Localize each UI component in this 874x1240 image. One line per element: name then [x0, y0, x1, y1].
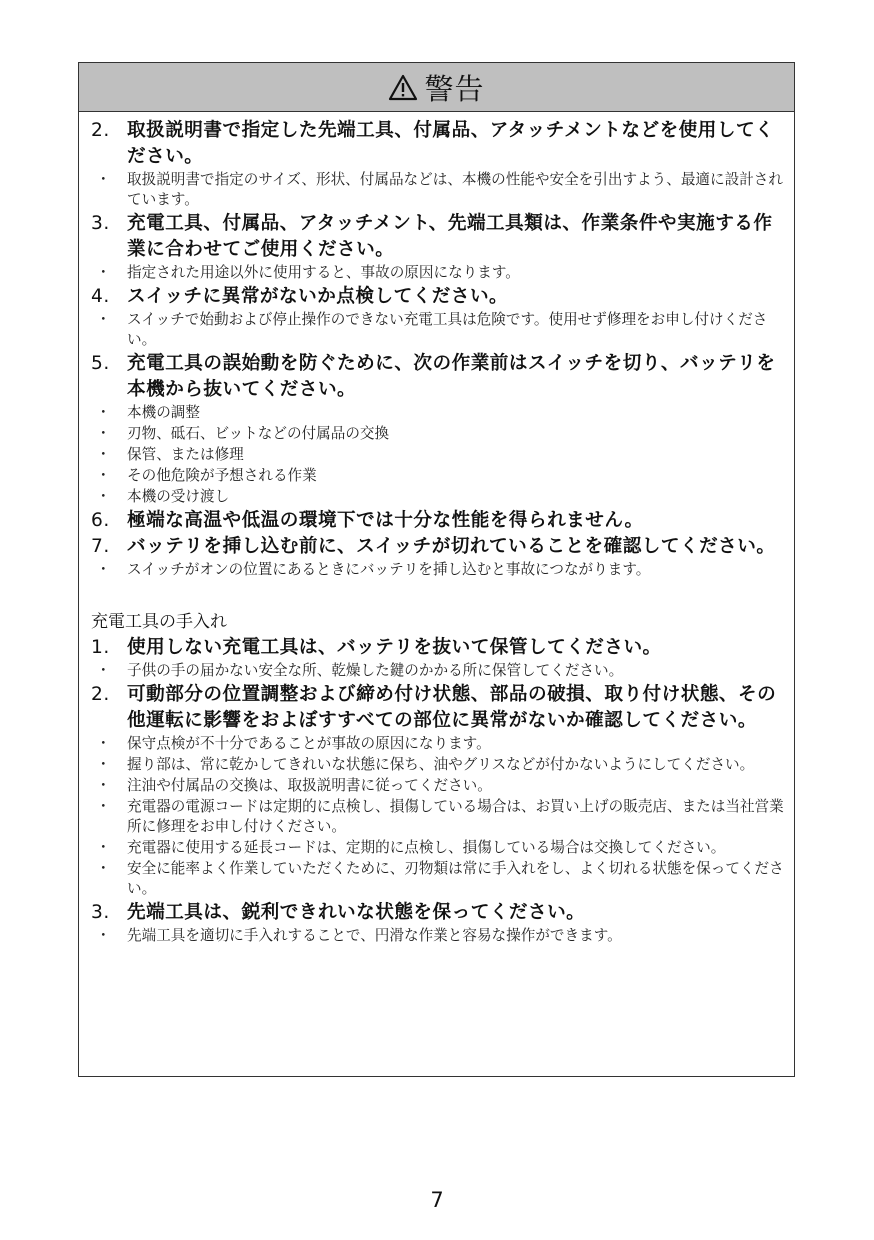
- bullet-text: 注油や付属品の交換は、取扱説明書に従ってください。: [127, 777, 492, 794]
- warning-title: 警告: [424, 71, 485, 106]
- item-text: 充電工具、付属品、アタッチメント、先端工具類は、作業条件や実施する作業に合わせてご使用ください。: [127, 213, 773, 260]
- numbered-item: [91, 284, 784, 310]
- numbered-item: [91, 534, 784, 560]
- bullet-text: 本機の調整: [127, 404, 200, 421]
- bullet-dot: ・: [96, 311, 111, 328]
- item-number: 2.: [91, 120, 110, 141]
- bullet-dot: ・: [96, 264, 111, 281]
- bullet-text: 取扱説明書で指定のサイズ、形状、付属品などは、本機の性能や安全を引出すよう、最適に設計されています。: [127, 171, 783, 208]
- item-number: 1.: [91, 637, 110, 658]
- bullet-text: 子供の手の届かない安全な所、乾燥した鍵のかかる所に保管してください。: [127, 662, 624, 679]
- bullet-dot: ・: [96, 488, 111, 505]
- bullet-item: [91, 926, 784, 946]
- bullet-dot: ・: [96, 927, 111, 944]
- bullet-text: その他危険が予想される作業: [127, 467, 317, 484]
- bullet-dot: ・: [96, 735, 111, 752]
- item-number: 3.: [91, 213, 110, 234]
- item-number: 3.: [91, 902, 110, 923]
- bullet-text: 保守点検が不十分であることが事故の原因になります。: [127, 735, 491, 752]
- bullet-item: [91, 838, 784, 858]
- numbered-item: [91, 508, 784, 534]
- warning-triangle-icon: [388, 74, 418, 101]
- bullet-text: 本機の受け渡し: [127, 488, 230, 505]
- bullet-text: スイッチで始動および停止操作のできない充電工具は危険です。使用せず修理をお申し付けください。: [127, 311, 768, 348]
- bullet-dot: ・: [96, 756, 111, 773]
- warning-header: [79, 63, 794, 112]
- item-number: 2.: [91, 684, 110, 705]
- bullet-text: 保管、または修理: [127, 446, 244, 463]
- item-number: 7.: [91, 536, 110, 557]
- bullet-item: [91, 661, 784, 681]
- bullet-item: [91, 170, 784, 210]
- bullet-item: [91, 310, 784, 350]
- item-text: 取扱説明書で指定した先端工具、付属品、アタッチメントなどを使用してください。: [127, 120, 775, 167]
- item-text: 使用しない充電工具は、バッテリを抜いて保管してください。: [127, 637, 662, 658]
- bullet-text: 先端工具を適切に手入れすることで、円滑な作業と容易な操作ができます。: [127, 927, 622, 944]
- item-text: 充電工具の誤始動を防ぐために、次の作業前はスイッチを切り、バッテリを本機から抜いてください。: [127, 353, 776, 400]
- bullet-item: [91, 403, 784, 423]
- bullet-dot: ・: [96, 662, 111, 679]
- numbered-item: [91, 635, 784, 661]
- spacer: [91, 581, 784, 601]
- item-text: バッテリを挿し込む前に、スイッチが切れていることを確認してください。: [127, 536, 776, 557]
- bullet-text: 指定された用途以外に使用すると、事故の原因になります。: [127, 264, 520, 281]
- item-text: 先端工具は、鋭利できれいな状態を保ってください。: [127, 902, 586, 923]
- bullet-dot: ・: [96, 798, 111, 815]
- numbered-item: [91, 900, 784, 926]
- item-text: 極端な高温や低温の環境下では十分な性能を得られません。: [127, 510, 644, 531]
- bullet-text: 充電器に使用する延長コードは、定期的に点検し、損傷している場合は交換してください。: [127, 839, 726, 856]
- warning-content: [79, 112, 794, 946]
- bullet-text: 握り部は、常に乾かしてきれいな状態に保ち、油やグリスなどが付かないようにしてください。: [127, 756, 755, 773]
- bullet-text: 安全に能率よく作業していただくために、刃物類は常に手入れをし、よく切れる状態を保ってください。: [127, 860, 784, 897]
- bullet-text: 刃物、砥石、ビットなどの付属品の交換: [127, 425, 390, 442]
- bullet-item: [91, 560, 784, 580]
- bullet-text: スイッチがオンの位置にあるときにバッテリを挿し込むと事故につながります。: [127, 561, 651, 578]
- bullet-dot: ・: [96, 171, 111, 188]
- bullet-item: [91, 859, 784, 899]
- bullet-dot: ・: [96, 860, 111, 877]
- bullet-item: [91, 487, 784, 507]
- bullet-item: [91, 797, 784, 837]
- bullet-dot: ・: [96, 467, 111, 484]
- bullet-item: [91, 776, 784, 796]
- item-text: スイッチに異常がないか点検してください。: [127, 286, 509, 307]
- numbered-item: [91, 211, 784, 263]
- page-number: 7: [430, 1188, 444, 1212]
- bullet-item: [91, 445, 784, 465]
- bullet-item: [91, 734, 784, 754]
- bullet-item: [91, 466, 784, 486]
- bullet-item: [91, 424, 784, 444]
- item-number: 5.: [91, 353, 110, 374]
- bullet-dot: ・: [96, 839, 111, 856]
- bullet-dot: ・: [96, 446, 111, 463]
- numbered-item: [91, 118, 784, 170]
- numbered-item: [91, 351, 784, 403]
- warning-box: [78, 62, 795, 1077]
- bullet-text: 充電器の電源コードは定期的に点検し、損傷している場合は、お買い上げの販売店、または当社営業所に修理をお申し付けください。: [127, 798, 784, 835]
- item-number: 4.: [91, 286, 110, 307]
- bullet-dot: ・: [96, 425, 111, 442]
- bullet-item: [91, 755, 784, 775]
- bullet-item: [91, 263, 784, 283]
- item-text: 可動部分の位置調整および締め付け状態、部品の破損、取り付け状態、その他運転に影響をおよぼすすべての部位に異常がないか確認してください。: [127, 684, 777, 731]
- item-number: 6.: [91, 510, 110, 531]
- bullet-dot: ・: [96, 404, 111, 421]
- section-title: 充電工具の手入れ: [91, 612, 227, 632]
- numbered-item: [91, 682, 784, 734]
- bullet-dot: ・: [96, 561, 111, 578]
- bullet-dot: ・: [96, 777, 111, 794]
